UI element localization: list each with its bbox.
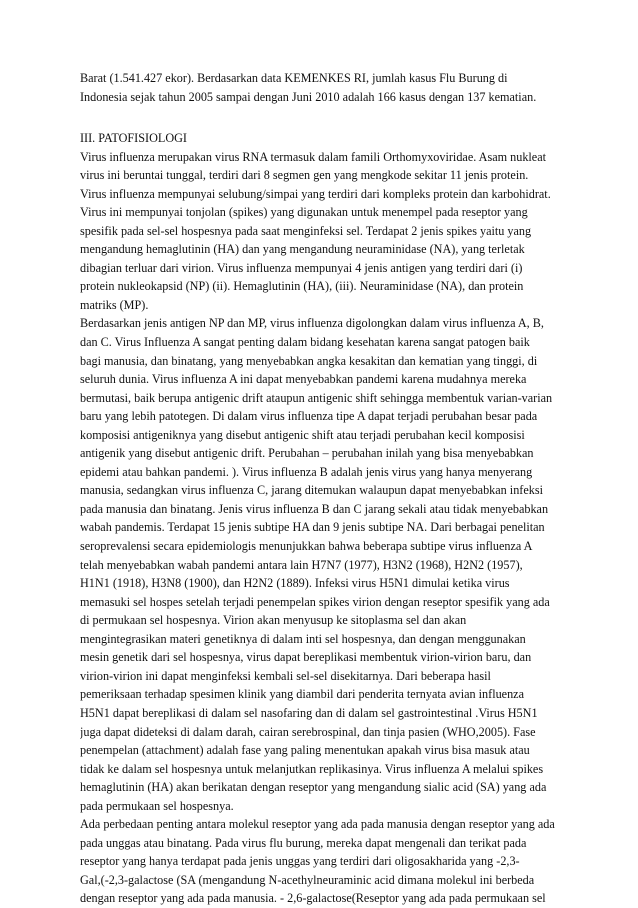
text-line: bermutasi, baik berupa antigenic drift ataupun antigenic shift sehingga membentuk varian-varian — [80, 390, 553, 405]
text-line: spesifik pada sel-sel hospesnya pada saat menginfeksi sel. Terdapat 2 jenis spikes yaitu yang — [80, 223, 532, 238]
text-line: pada permukaan sel hospesnya. — [80, 798, 234, 813]
text-line: Virus ini mempunyai tonjolan (spikes) yang digunakan untuk menempel pada reseptor yang — [80, 205, 528, 220]
text-line: reseptor yang hanya terdapat pada jenis unggas yang terdiri dari oligosakharida yang -2,3- — [80, 854, 520, 869]
text-line: Virus influenza merupakan virus RNA termasuk dalam famili Orthomyxoviridae. Asam nukleat — [80, 149, 547, 164]
text-line: Ada perbedaan penting antara molekul reseptor yang ada pada manusia dengan reseptor yang ada — [80, 817, 555, 832]
text-line: dengan reseptor yang ada pada manusia. - 2,6-galactose(Reseptor yang ada pada permukaan sel — [80, 891, 546, 906]
text-line: telah menyebabkan wabah pandemi antara lain H7N7 (1977), H3N2 (1968), H2N2 (1957), — [80, 557, 523, 572]
section — [80, 129, 560, 908]
intro-paragraph — [80, 69, 560, 106]
text-line: seluruh dunia. Virus influenza A ini dapat menyebabkan pandemi karena mudahnya mereka — [80, 372, 527, 387]
text-line: matriks (MP). — [80, 297, 149, 312]
text-line: wabah pandemis. Terdapat 15 jenis subtipe HA dan 9 jenis subtipe NA. Dari berbagai penelitan — [80, 520, 545, 535]
text-line: Indonesia sejak tahun 2005 sampai dengan Juni 2010 adalah 166 kasus dengan 137 kematian. — [80, 89, 537, 104]
text-line: pada unggas atau binatang. Pada virus flu burung, mereka dapat mengenali dan terikat pada — [80, 835, 527, 850]
text-line: mengandung hemaglutinin (HA) dan yang mengandung neuraminidase (NA), yang terletak — [80, 242, 525, 257]
text-line: tidak ke dalam sel hospesnya untuk melanjutkan replikasinya. Virus influenza A melalui spikes — [80, 761, 544, 776]
text-line: H5N1 dapat bereplikasi di dalam sel nasofaring dan di dalam sel gastrointestinal .Virus H5N1 — [80, 705, 538, 720]
text-line: juga dapat dideteksi di dalam darah, cairan serebrospinal, dan tinja pasien (WHO,2005). Fase — [80, 724, 536, 739]
text-line: mengintegrasikan materi genetiknya di dalam inti sel hospesnya, dan dengan menggunakan — [80, 631, 526, 646]
text-line: pada manusia dan binatang. Jenis virus influenza B dan C jarang sekali atau tidak menyebabkan — [80, 501, 549, 516]
text-line: bagi manusia, dan binatang, yang menyebabkan angka kesakitan dan kematian yang tinggi, di — [80, 353, 538, 368]
text-line: komposisi antigeniknya yang disebut antigenic shift atau terjadi perubahan kecil komposisi — [80, 427, 525, 442]
text-line: protein nukleokapsid (NP) (ii). Hemaglutinin (HA), (iii). Neuraminidase (NA), dan protein — [80, 279, 524, 294]
text-line: penempelan (attachment) adalah fase yang paling menentukan apakah virus bisa masuk atau — [80, 743, 530, 758]
text-line: mesin genetik dari sel hospesnya, virus dapat bereplikasi membentuk virion-virion baru, dan — [80, 650, 532, 665]
text-line: virus ini beruntai tunggal, terdiri dari 8 segmen gen yang mengkode sekitar 11 jenis protein. — [80, 168, 529, 183]
body-text — [80, 148, 560, 908]
text-line: baru yang lebih patotegen. Di dalam virus influenza tipe A dapat terjadi perubahan besar pada — [80, 409, 538, 424]
text-line: H1N1 (1918), H3N8 (1900), dan H2N2 (1889). Infeksi virus H5N1 dimulai ketika virus — [80, 576, 510, 591]
text-line: Gal,(-2,3-galactose (SA (mengandung N-acethylneuraminic acid dimana molekul ini berbeda — [80, 872, 535, 887]
text-line: Berdasarkan jenis antigen NP dan MP, virus influenza digolongkan dalam virus influenza A, B, — [80, 316, 544, 331]
text-line: seroprevalensi secara epidemiologis menunjukkan bahwa beberapa subtipe virus influenza A — [80, 539, 533, 554]
text-line: Barat (1.541.427 ekor). Berdasarkan data KEMENKES RI, jumlah kasus Flu Burung di — [80, 71, 508, 85]
section-heading: III. PATOFISIOLOGI — [80, 131, 187, 145]
text-line: pemeriksaan terhadap spesimen klinik yang diambil dari penderita ternyata avian influenza — [80, 687, 524, 702]
text-line: antigenik yang disebut antigenic drift. Perubahan – perubahan inilah yang bisa menyebabkan — [80, 446, 534, 461]
text-line: memasuki sel hospes setelah terjadi penempelan spikes virion dengan reseptor spesifik yang ada — [80, 594, 550, 609]
text-line: hemaglutinin (HA) akan berikatan dengan reseptor yang mengandung sialic acid (SA) yang ada — [80, 780, 547, 795]
text-line: dan C. Virus Influenza A sangat penting dalam bidang kesehatan karena sangat patogen baik — [80, 335, 530, 350]
text-line: epidemi atau bahkan pandemi. ). Virus influenza B adalah jenis virus yang hanya menyerang — [80, 464, 533, 479]
text-line: dibagian terluar dari virion. Virus influenza mempunyai 4 jenis antigen yang terdiri dari (i) — [80, 260, 523, 275]
text-line: Virus influenza mempunyai selubung/simpai yang terdiri dari kompleks protein dan karbohidrat. — [80, 186, 551, 201]
text-line: virion-virion ini dapat menginfeksi kembali sel-sel disekitarnya. Dari beberapa hasil — [80, 668, 491, 683]
text-line: di permukaan sel hospesnya. Virion akan menyusup ke sitoplasma sel dan akan — [80, 613, 467, 628]
text-line: manusia, sedangkan virus influenza C, jarang ditemukan walaupun dapat menyebabkan infeksi — [80, 483, 543, 498]
